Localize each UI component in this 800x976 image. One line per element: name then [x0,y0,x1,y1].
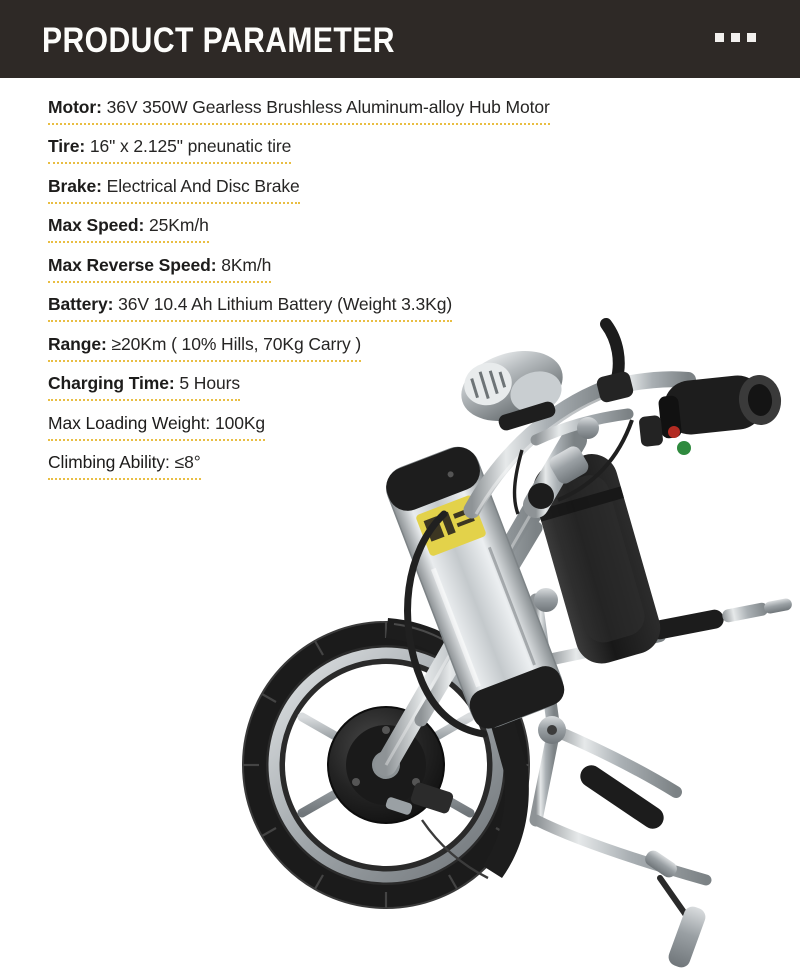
spec-row [48,295,748,322]
page-title: PRODUCT PARAMETER [42,21,395,60]
ellipsis-dot-1 [715,33,724,42]
spec-value: 25Km/h [149,215,209,236]
spec-label: Motor: [48,97,107,117]
spec-underline [48,414,265,441]
fender [386,618,529,878]
page-header [0,0,800,78]
spec-row [48,98,748,125]
spec-label: Max Reverse Speed: [48,254,222,275]
spec-underline [48,98,550,125]
ellipsis-dot-3 [747,33,756,42]
spec-label: Charging Time: [48,373,180,394]
spec-value: 36V 350W Gearless Brushless Aluminum-alloy Hub Motor [106,97,550,117]
spec-row [48,216,748,243]
spec-label: Tire: [48,136,90,157]
spec-row [48,335,748,362]
ellipsis-dot-2 [731,33,740,42]
rim-spokes [302,668,470,862]
spec-underline [48,374,240,401]
ellipsis-icon[interactable] [715,33,756,46]
spec-label: Battery: [48,294,119,315]
spec-underline [48,216,209,243]
spec-value: 100Kg [214,412,266,433]
spec-value: 8Km/h [221,254,272,275]
front-wheel [243,622,529,908]
spec-label: Max Loading Weight: [48,412,215,433]
spec-value: ≤8° [174,452,201,473]
spec-value: ≥20Km ( 10% Hills, 70Kg Carry ) [111,333,362,354]
frame-fork [386,505,536,765]
spec-value: 36V 10.4 Ah Lithium Battery (Weight 3.3Kg) [118,294,453,315]
spec-underline [48,453,201,480]
spec-label: Climbing Ability: [48,452,175,473]
spec-value: 5 Hours [179,373,240,394]
spec-label: Brake: [48,175,107,196]
hub-motor [328,707,444,823]
spec-underline [48,177,300,204]
spec-value: Electrical And Disc Brake [106,175,300,196]
spec-row [48,414,748,441]
spec-underline [48,295,452,322]
disc-brake [385,781,455,815]
mounting-arms [534,588,793,970]
spec-row [48,453,748,480]
spec-label: Max Speed: [48,215,150,236]
spec-underline [48,335,361,362]
spec-label: Range: [48,333,112,354]
spec-row [48,374,748,401]
spec-row [48,256,748,283]
spec-value: 16" x 2.125" pneunatic tire [89,136,292,157]
spec-row [48,177,748,204]
product-parameter-list [48,98,748,493]
spec-row [48,137,748,164]
spec-underline [48,256,271,283]
battery-label [415,494,487,557]
spec-underline [48,137,291,164]
